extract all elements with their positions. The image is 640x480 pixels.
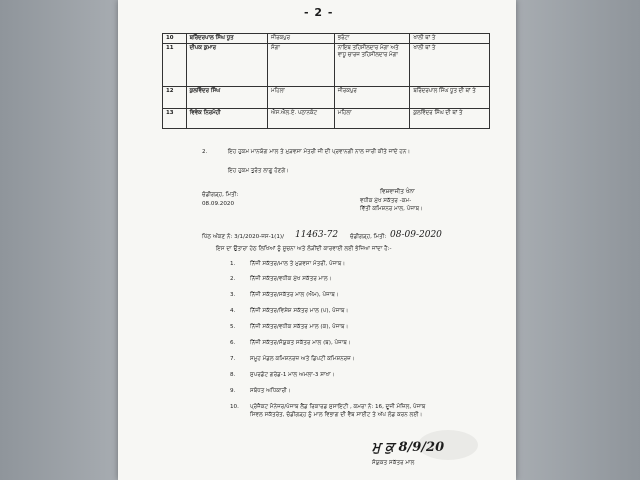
effect-note: ਇਹ ਹੁਕਮ ਤੁਰੰਤ ਲਾਗੂ ਹੋਣਗੇ। bbox=[228, 168, 289, 174]
recipient-number: 6. bbox=[230, 340, 236, 346]
order-date: 08.09.2020 bbox=[202, 201, 235, 207]
to-station-cell: ਨਾਇਬ ਤਹਿਸੀਲਦਾਰ ਮੋਗਾ ਅਤੇ ਵਾਧੂ ਚਾਰਜ ਤਹਿਸੀਲਦਾਰ ਮੋਗਾ bbox=[334, 44, 410, 87]
recipient-number: 5. bbox=[230, 324, 236, 330]
paragraph-number: 2. bbox=[202, 149, 208, 155]
recipient-number: 3. bbox=[230, 292, 236, 298]
from-station-cell: ਐਸ.ਐਲ.ਏ. ਪਠਾਨਕੋਟ bbox=[268, 109, 335, 129]
recipient-text: ਨਿੱਜੀ ਸਕੱਤਰ/ਮਾਲ ਤੇ ਮੁੜਵਸਾ ਮੰਤਰੀ, ਪੰਜਾਬ। bbox=[250, 261, 346, 267]
scan-background-left bbox=[0, 0, 118, 480]
from-station-cell: ਸੋਗਾ bbox=[268, 44, 335, 87]
vacancy-cell: ਖਾਲੀ ਥਾਂ ਤੇ bbox=[410, 34, 490, 44]
place-label: ਚੰਡੀਗੜ੍ਹ, ਮਿਤੀ: bbox=[202, 192, 239, 198]
table-row bbox=[163, 44, 490, 87]
document-page bbox=[118, 0, 516, 480]
table-row bbox=[163, 87, 490, 109]
officer-name-cell: ਦੀਪਕ ਕੁਮਾਰ bbox=[186, 44, 267, 87]
signatory-designation: ਵਧੀਕ ਮੁੱਖ ਸਕੱਤਰ -ਕਮ- bbox=[360, 198, 412, 204]
to-station-cell: ਜੀਰਕਪੁਰ bbox=[334, 87, 410, 109]
signatory-name: ਵਿਸ਼ਵਾਜੀਤ ਖੰਨਾ bbox=[380, 189, 415, 195]
approval-paragraph: ਇਹ ਹੁਕਮ ਮਾਨਯੋਗ ਮਾਲ ਤੇ ਮੁੜਵਸਾ ਮੰਤਰੀ ਜੀ ਦੀ ਪ੍ਰਵਾਨਗੀ ਨਾਲ ਜਾਰੀ ਕੀਤੇ ਜਾਂਦੇ ਹਨ। bbox=[228, 149, 411, 155]
recipient-text: ਸਮੂਹ ਮੰਡਲ ਕਮਿਸ਼ਨਰਜ਼ ਅਤੇ ਡਿਪਟੀ ਕਮਿਸ਼ਨਰਜ਼। bbox=[250, 356, 355, 362]
officer-name-cell: ਬਰਿੰਦਰਪਾਲ ਸਿੰਘ ਧੂਤ bbox=[186, 34, 267, 44]
table-row bbox=[163, 34, 490, 44]
to-station-cell: ਮਹਿਲਾ bbox=[334, 109, 410, 129]
handwritten-signature: ਮੁ ਕੁ 8/9/20 bbox=[372, 440, 445, 455]
serial-cell: 13 bbox=[163, 109, 187, 129]
officer-name-cell: ਕੁਲਵਿੰਦਰ ਸਿੰਘ bbox=[186, 87, 267, 109]
recipient-number: 4. bbox=[230, 308, 236, 314]
vacancy-cell: ਖਾਲੀ ਥਾਂ ਤੇ bbox=[410, 44, 490, 87]
recipient-text-line2: ਸਿਵਲ ਸਕੱਤਰੇਤ, ਚੰਡੀਗੜ੍ਹ ਨੂੰ ਮਾਲ ਵਿਭਾਗ ਦੀ ਵੈਬ ਸਾਈਟ ਤੇ ਅੱਪ ਲੋਡ ਕਰਨ ਲਈ। bbox=[250, 412, 423, 418]
signatory-office: ਵਿੱਤੀ ਕਮਿਸ਼ਨਰ ਮਾਲ, ਪੰਜਾਬ। bbox=[360, 206, 423, 212]
recipient-number: 7. bbox=[230, 356, 236, 362]
recipient-text: ਨਿੱਜੀ ਸਕੱਤਰ/ਵਿਸ਼ੇਸ਼ ਸਕੱਤਰ ਮਾਲ (ਪ), ਪੰਜਾਬ। bbox=[250, 308, 349, 314]
from-station-cell: ਮਹਿਲਾ bbox=[268, 87, 335, 109]
table-row bbox=[163, 109, 490, 129]
recipient-text: ਸਬੰਧਤ ਅਧਿਕਾਰੀ। bbox=[250, 388, 291, 394]
endorsement-date-label: ਚੰਡੀਗੜ੍ਹ, ਮਿਤੀ: bbox=[350, 234, 387, 240]
recipient-text: ਸੁਪਰਡੰਟ ਗਰੇਡ-1 ਮਾਲ ਅਮਲਾ-3 ਸ਼ਾਖਾ। bbox=[250, 372, 335, 378]
officer-name-cell: ਵਿਵੇਕ ਨਿਰਮੋਹੀ bbox=[186, 109, 267, 129]
vacancy-cell: ਬਰਿੰਦਰਪਾਲ ਸਿੰਘ ਧੂਤ ਦੀ ਥਾਂ ਤੇ bbox=[410, 87, 490, 109]
recipient-number: 10. bbox=[230, 404, 239, 410]
page-number: - 2 - bbox=[304, 6, 334, 19]
recipient-text: ਨਿੱਜੀ ਸਕੱਤਰ/ਸਕੱਤਰ ਮਾਲ (ਐਮ), ਪੰਜਾਬ। bbox=[250, 292, 339, 298]
closing-designation: ਸੰਯੁਕਤ ਸਕੱਤਰ ਮਾਲ bbox=[372, 460, 415, 466]
endorsement-label: ਪਿੱਠ ਅੰਕਣ ਨੰ: 3/1/2020-ਜਸ-1(1)/ bbox=[202, 234, 284, 240]
recipient-number: 9. bbox=[230, 388, 236, 394]
recipient-text-line1: ਪ੍ਰੋਜੈਕਟ ਮੈਨੇਜਰ/ਪੰਜਾਬ ਲੈਂਡ ਰਿਕਾਰਡ ਸੁਸਾਇਟੀ , ਕਮਰਾ ਨੰ: 16, ਦੂਜੀ ਮੰਜ਼ਿਲ, ਪੰਜਾਬ bbox=[250, 404, 426, 410]
from-station-cell: ਜੀਰਕਪੁਰ bbox=[268, 34, 335, 44]
vacancy-cell: ਕੁਲਵਿੰਦਰ ਸਿੰਘ ਦੀ ਥਾਂ ਤੇ bbox=[410, 109, 490, 129]
serial-cell: 12 bbox=[163, 87, 187, 109]
scan-background-right bbox=[516, 0, 640, 480]
recipient-text: ਨਿੱਜੀ ਸਕੱਤਰ/ਸੰਯੁਕਤ ਸਕੱਤਰ ਮਾਲ (ਬ), ਪੰਜਾਬ। bbox=[250, 340, 351, 346]
serial-cell: 11 bbox=[163, 44, 187, 87]
recipient-text: ਨਿੱਜੀ ਸਕੱਤਰ/ਵਧੀਕ ਮੁੱਖ ਸਕੱਤਰ ਮਾਲ। bbox=[250, 276, 332, 282]
recipient-number: 1. bbox=[230, 261, 236, 267]
distribution-intro: ਇਸ ਦਾ ਉਤਾਰਾ ਹੇਠ ਲਿਖਿਆਂ ਨੂੰ ਸੂਚਨਾ ਅਤੇ ਲੋੜੀਂਦੀ ਕਾਰਵਾਈ ਲਈ ਭੇਜਿਆ ਜਾਂਦਾ ਹੈ:- bbox=[216, 246, 392, 252]
endorsement-number: 11463-72 bbox=[295, 230, 339, 240]
recipient-number: 2. bbox=[230, 276, 236, 282]
recipient-text: ਨਿੱਜੀ ਸਕੱਤਰ/ਵਧੀਕ ਸਕੱਤਰ ਮਾਲ (ਕ), ਪੰਜਾਬ। bbox=[250, 324, 349, 330]
recipient-number: 8. bbox=[230, 372, 236, 378]
transfer-table bbox=[162, 33, 490, 129]
serial-cell: 10 bbox=[163, 34, 187, 44]
to-station-cell: ਭਰੋਟਾ bbox=[334, 34, 410, 44]
endorsement-date: 08-09-2020 bbox=[390, 230, 442, 240]
